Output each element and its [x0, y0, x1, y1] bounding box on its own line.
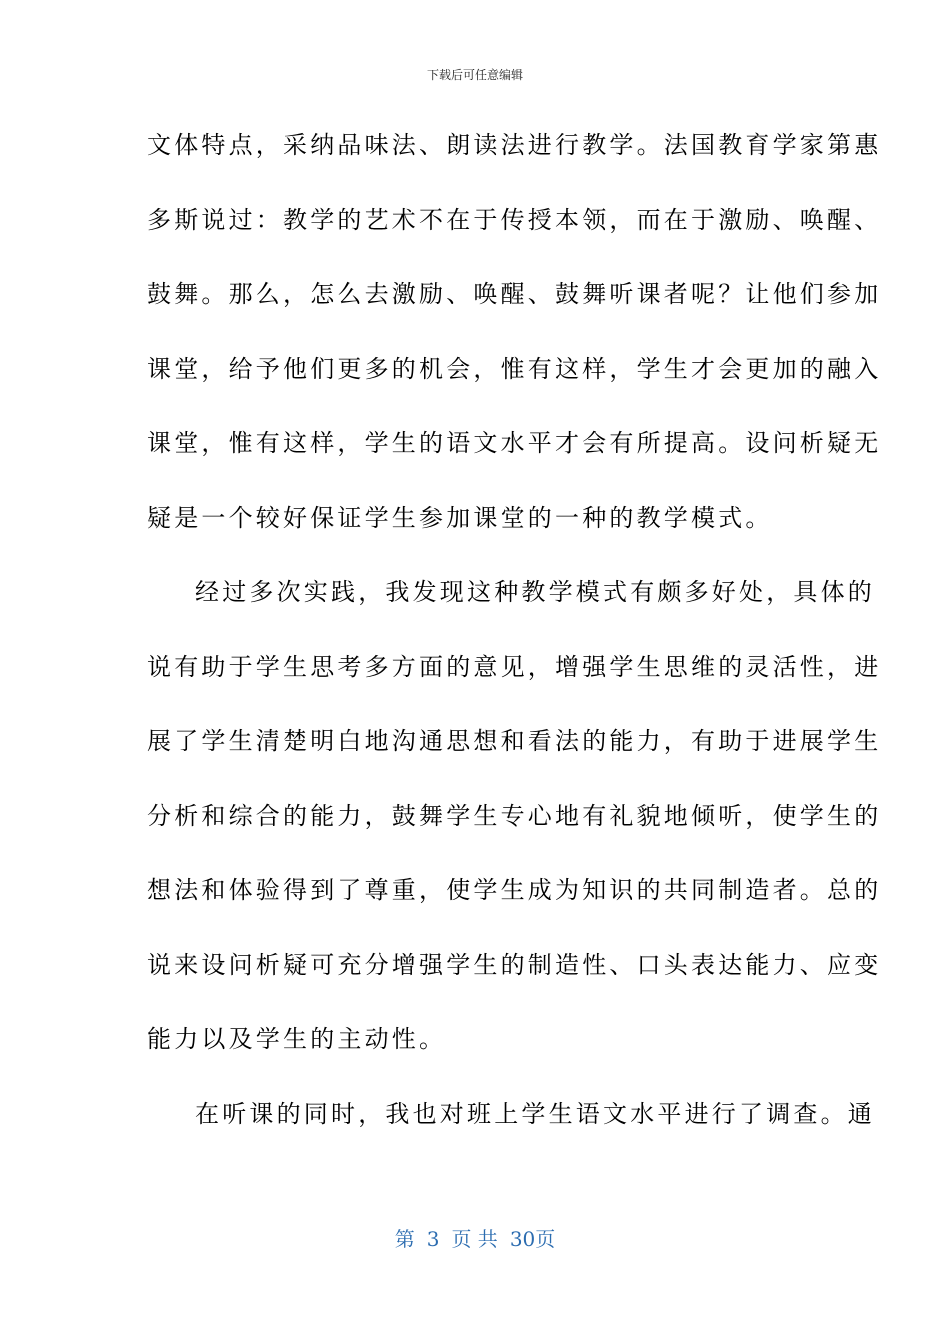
footer-prefix: 第	[394, 1227, 415, 1251]
text-line: 想法和体验得到了尊重，使学生成为知识的共同制造者。总的	[147, 876, 882, 904]
text-line: 疑是一个较好保证学生参加课堂的一种的教学模式。	[147, 503, 773, 532]
paragraph-start-line: 经过多次实践，我发现这种教学模式有颇多好处，具体的	[195, 578, 875, 606]
paragraph-start-line: 在听课的同时，我也对班上学生语文水平进行了调查。通	[195, 1099, 875, 1128]
text-line: 鼓舞。那么，怎么去激励、唤醒、鼓舞听课者呢？让他们参加	[147, 280, 882, 308]
text-line: 能力以及学生的主动性。	[147, 1025, 447, 1053]
document-body	[147, 120, 882, 1163]
text-line: 说来设问析疑可充分增强学生的制造性、口头表达能力、应变	[147, 950, 882, 979]
page-header	[0, 66, 950, 84]
text-line: 文体特点，采纳品味法、朗读法进行教学。法国教育学家第惠	[147, 131, 882, 159]
page-number: 3	[426, 1227, 440, 1251]
footer-middle: 页 共	[451, 1227, 498, 1251]
footer-suffix: 页	[535, 1227, 556, 1251]
text-line: 说有助于学生思考多方面的意见，增强学生思维的灵活性，进	[147, 652, 882, 681]
page-footer	[0, 1224, 950, 1254]
text-line: 展了学生清楚明白地沟通思想和看法的能力，有助于进展学生	[147, 727, 882, 755]
text-line: 课堂，惟有这样，学生的语文水平才会有所提高。设问析疑无	[147, 429, 882, 457]
text-line: 课堂，给予他们更多的机会，惟有这样，学生才会更加的融入	[147, 354, 882, 383]
text-line: 多斯说过：教学的艺术不在于传授本领，而在于激励、唤醒、	[147, 205, 882, 234]
page-total: 30	[509, 1227, 536, 1251]
header-text: 下载后可任意编辑	[426, 68, 523, 82]
text-line: 分析和综合的能力，鼓舞学生专心地有礼貌地倾听，使学生的	[147, 801, 882, 830]
